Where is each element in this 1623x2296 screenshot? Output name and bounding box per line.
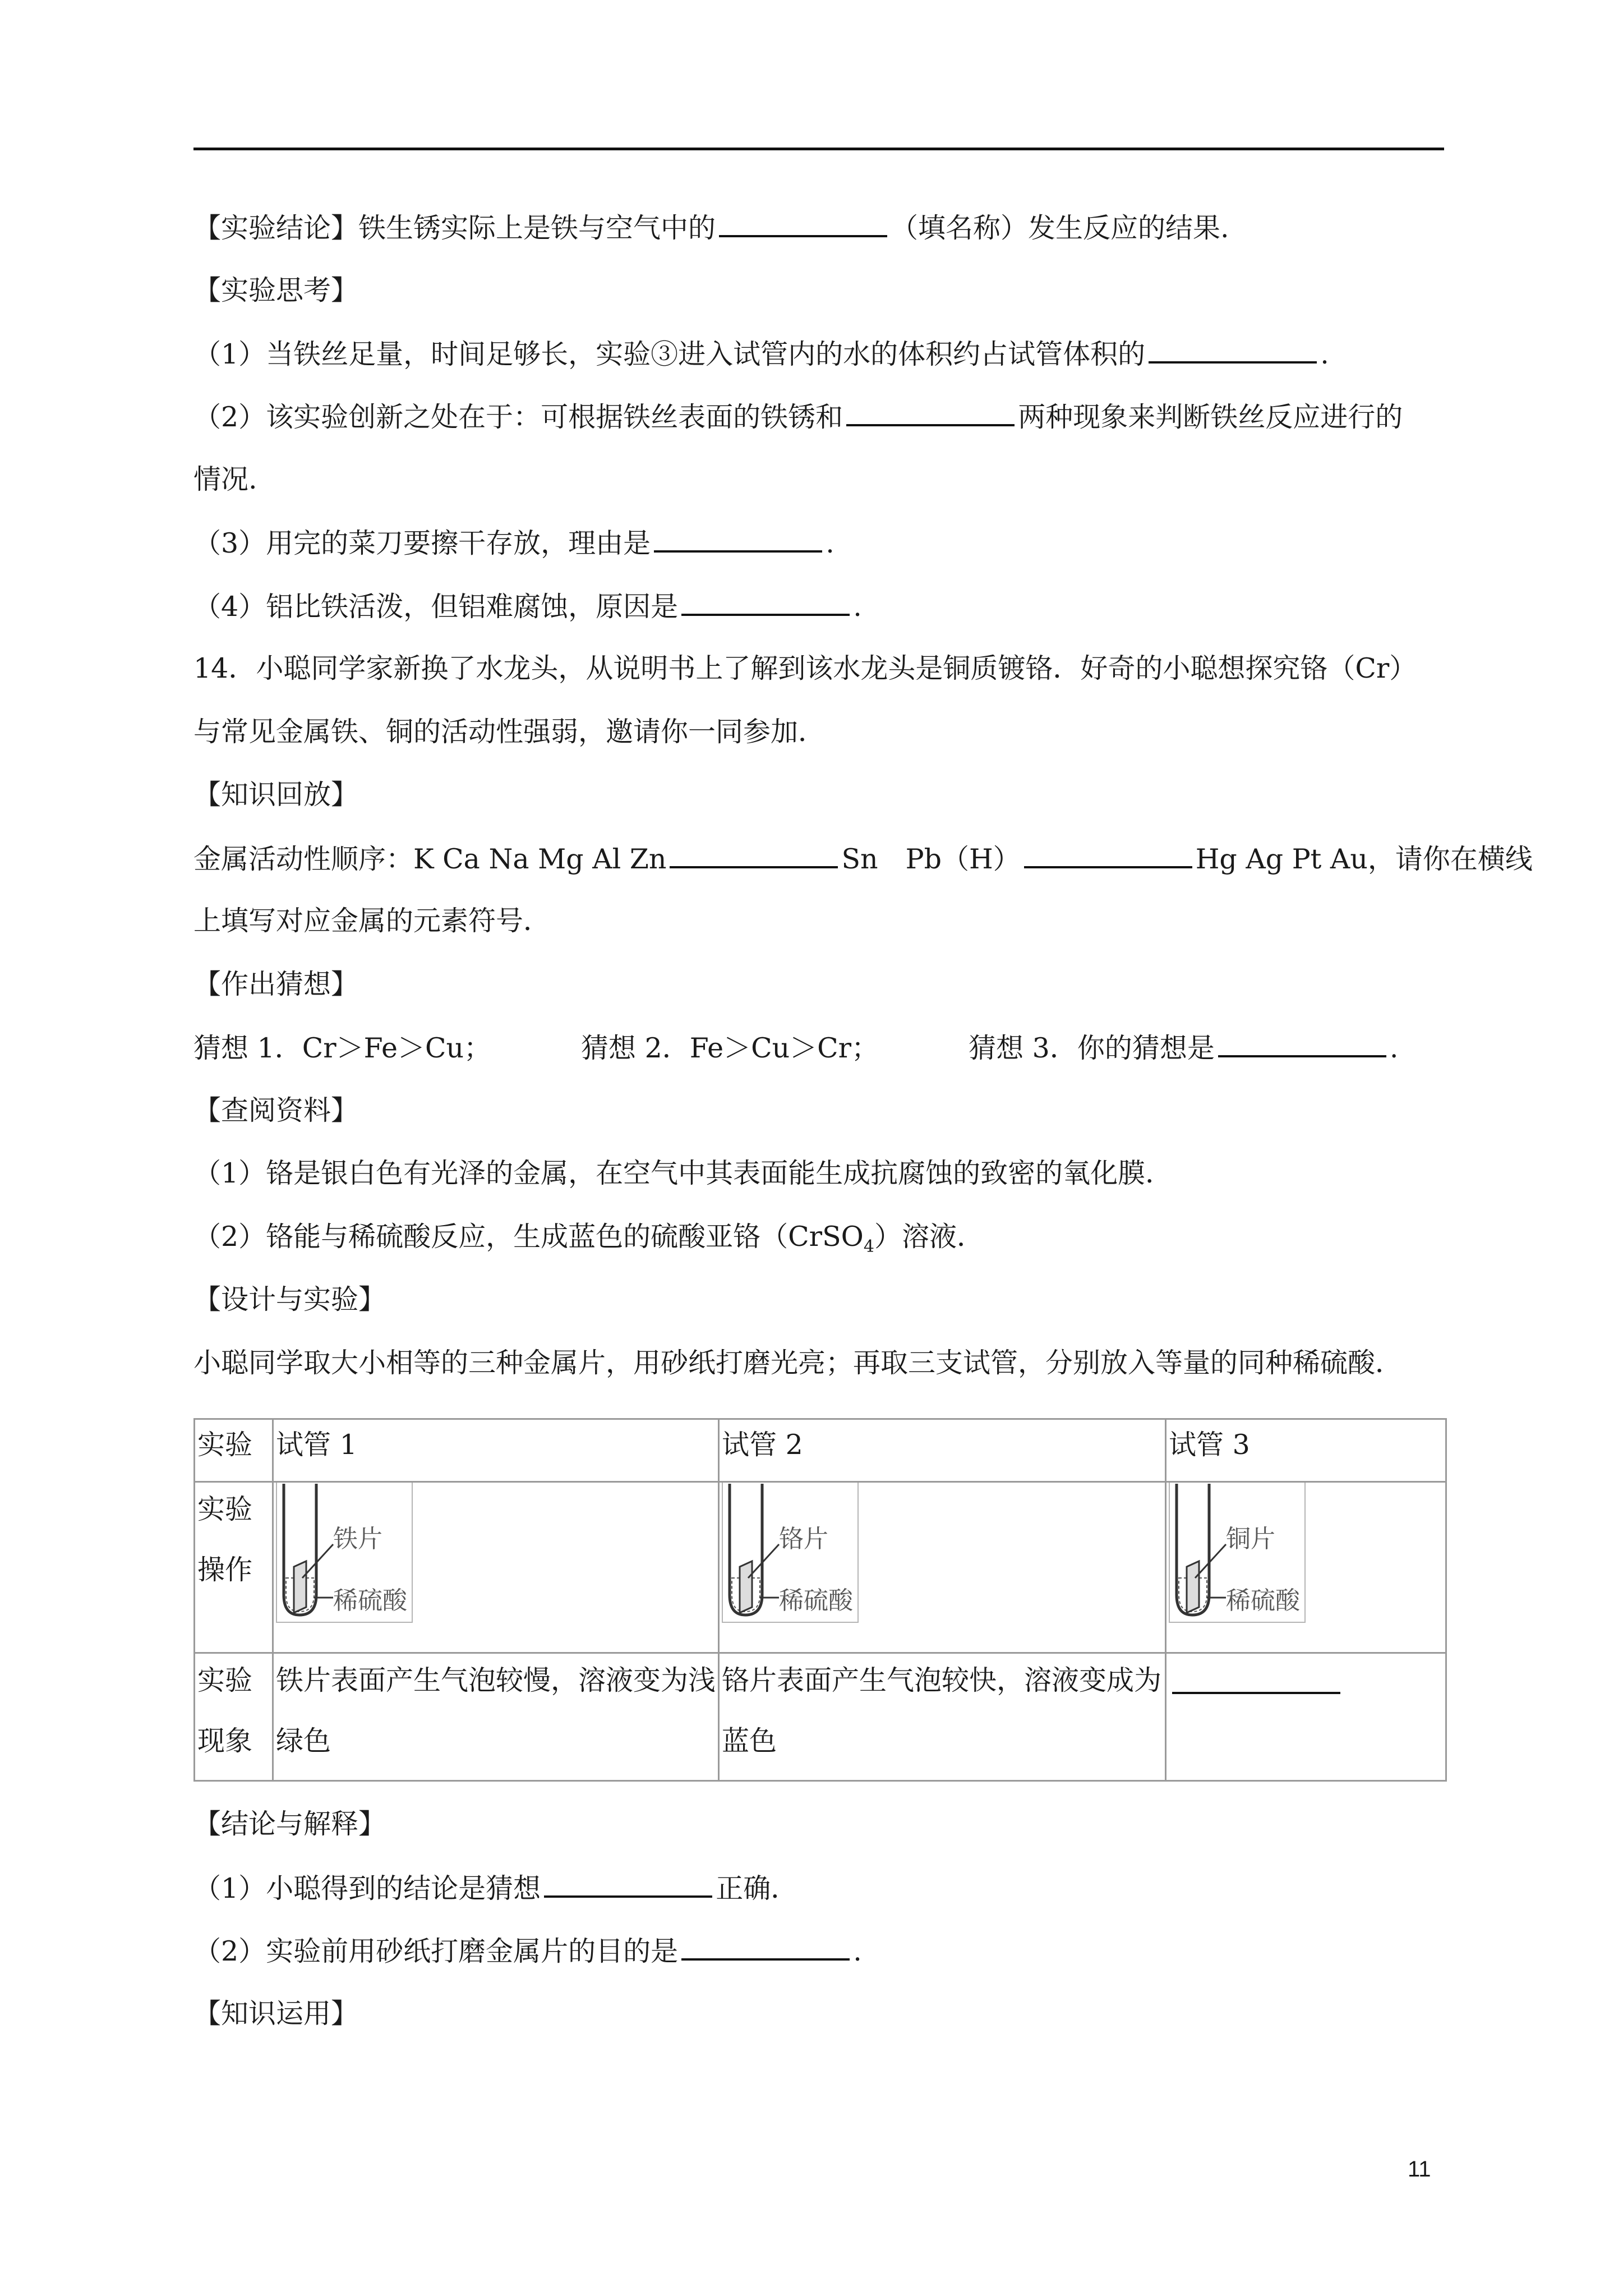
answer-blank[interactable] xyxy=(846,399,1015,426)
test-tube-2-diagram xyxy=(722,1483,859,1623)
conclusion-1: （1）小聪得到的结论是猜想 正确． xyxy=(193,1871,798,1906)
problem-14-cont: 与常见金属铁、铜的活动性强弱，邀请你一同参加． xyxy=(193,716,826,748)
row-label: 实验 现象 xyxy=(195,1653,273,1781)
section-heading: 【知识回放】 xyxy=(193,779,359,811)
design-text: 小聪同学取大小相等的三种金属片，用砂纸打磨光亮；再取三支试管，分别放入等量的同种稀硫酸． xyxy=(193,1347,1403,1379)
question-2-cont: 情况. xyxy=(193,463,257,495)
table-header: 实验 xyxy=(195,1419,273,1482)
question-2: （2）该实验创新之处在于：可根据铁丝表面的铁锈和 两种现象来判断铁丝反应进行的 xyxy=(193,399,1403,434)
answer-blank[interactable] xyxy=(681,1934,850,1961)
acid-label: 稀硫酸 xyxy=(333,1586,407,1615)
test-tube-3-diagram xyxy=(1169,1483,1306,1623)
table-header: 试管 1 xyxy=(273,1419,719,1482)
table-row xyxy=(195,1653,1446,1781)
row-label: 实验 操作 xyxy=(195,1482,273,1653)
table-header: 试管 3 xyxy=(1166,1419,1446,1482)
activity-series-cont: 上填写对应金属的元素符号． xyxy=(193,905,551,937)
answer-blank[interactable] xyxy=(1149,337,1317,364)
phenomenon-3 xyxy=(1166,1653,1446,1781)
acid-label: 稀硫酸 xyxy=(779,1586,853,1615)
metal-label: 铜片 xyxy=(1226,1525,1275,1553)
answer-blank[interactable] xyxy=(1218,1030,1386,1057)
header-rule xyxy=(193,148,1444,150)
table-row xyxy=(195,1419,1446,1482)
metal-label: 铬片 xyxy=(779,1525,828,1553)
answer-blank[interactable] xyxy=(1024,841,1192,868)
metal-label: 铁片 xyxy=(333,1525,382,1553)
phenomenon-2: 铬片表面产生气泡较快，溶液变成为蓝色 xyxy=(719,1653,1166,1781)
section-heading: 【结论与解释】 xyxy=(193,1808,386,1840)
experiment-table xyxy=(193,1418,1447,1782)
conclusion-2: （2）实验前用砂纸打磨金属片的目的是 . xyxy=(193,1934,862,1968)
problem-14: 14．小聪同学家新换了水龙头，从说明书上了解到该水龙头是铜质镀铬．好奇的小聪想探究铬（Cr） xyxy=(193,652,1417,684)
tube-3-cell xyxy=(1166,1482,1446,1653)
answer-blank[interactable] xyxy=(681,589,850,616)
section-heading: 【设计与实验】 xyxy=(193,1283,386,1315)
reference-1: （1）铬是银白色有光泽的金属，在空气中其表面能生成抗腐蚀的致密的氧化膜． xyxy=(193,1157,1173,1189)
tube-1-cell xyxy=(273,1482,719,1653)
hypotheses: 猜想 1．Cr＞Fe＞Cu； 猜想 2．Fe＞Cu＞Cr； 猜想 3．你的猜想是 . xyxy=(193,1030,1398,1065)
activity-series: 金属活动性顺序：K Ca Na Mg Al Zn Sn Pb（H） Hg Ag Pt Au，请你在横线 xyxy=(193,841,1533,876)
question-3: （3）用完的菜刀要擦干存放，理由是 . xyxy=(193,526,834,560)
answer-blank[interactable] xyxy=(544,1871,712,1898)
answer-blank[interactable] xyxy=(670,841,838,868)
section-heading: 【实验思考】 xyxy=(193,274,359,306)
question-1: （1）当铁丝足量，时间足够长，实验③进入试管内的水的体积约占试管体积的 . xyxy=(193,337,1329,371)
reference-2: （2）铬能与稀硫酸反应，生成蓝色的硫酸亚铬（CrSO$_4$）溶液． xyxy=(193,1221,984,1257)
section-heading: 【知识运用】 xyxy=(193,1998,359,2030)
tube-2-cell xyxy=(719,1482,1166,1653)
answer-blank[interactable] xyxy=(719,210,887,237)
acid-label: 稀硫酸 xyxy=(1226,1586,1300,1615)
answer-blank[interactable] xyxy=(1172,1667,1340,1694)
test-tube-1-diagram xyxy=(276,1483,413,1623)
section-heading: 【作出猜想】 xyxy=(193,968,359,1000)
page-number: 11 xyxy=(1408,2157,1431,2182)
section-heading: 【查阅资料】 xyxy=(193,1094,359,1126)
table-header: 试管 2 xyxy=(719,1419,1166,1482)
experiment-conclusion: 【实验结论】铁生锈实际上是铁与空气中的 （填名称）发生反应的结果. xyxy=(193,210,1229,245)
answer-blank[interactable] xyxy=(654,526,822,553)
table-row xyxy=(195,1482,1446,1653)
phenomenon-1: 铁片表面产生气泡较慢，溶液变为浅绿色 xyxy=(273,1653,719,1781)
question-4: （4）铝比铁活泼，但铝难腐蚀，原因是 . xyxy=(193,589,862,624)
